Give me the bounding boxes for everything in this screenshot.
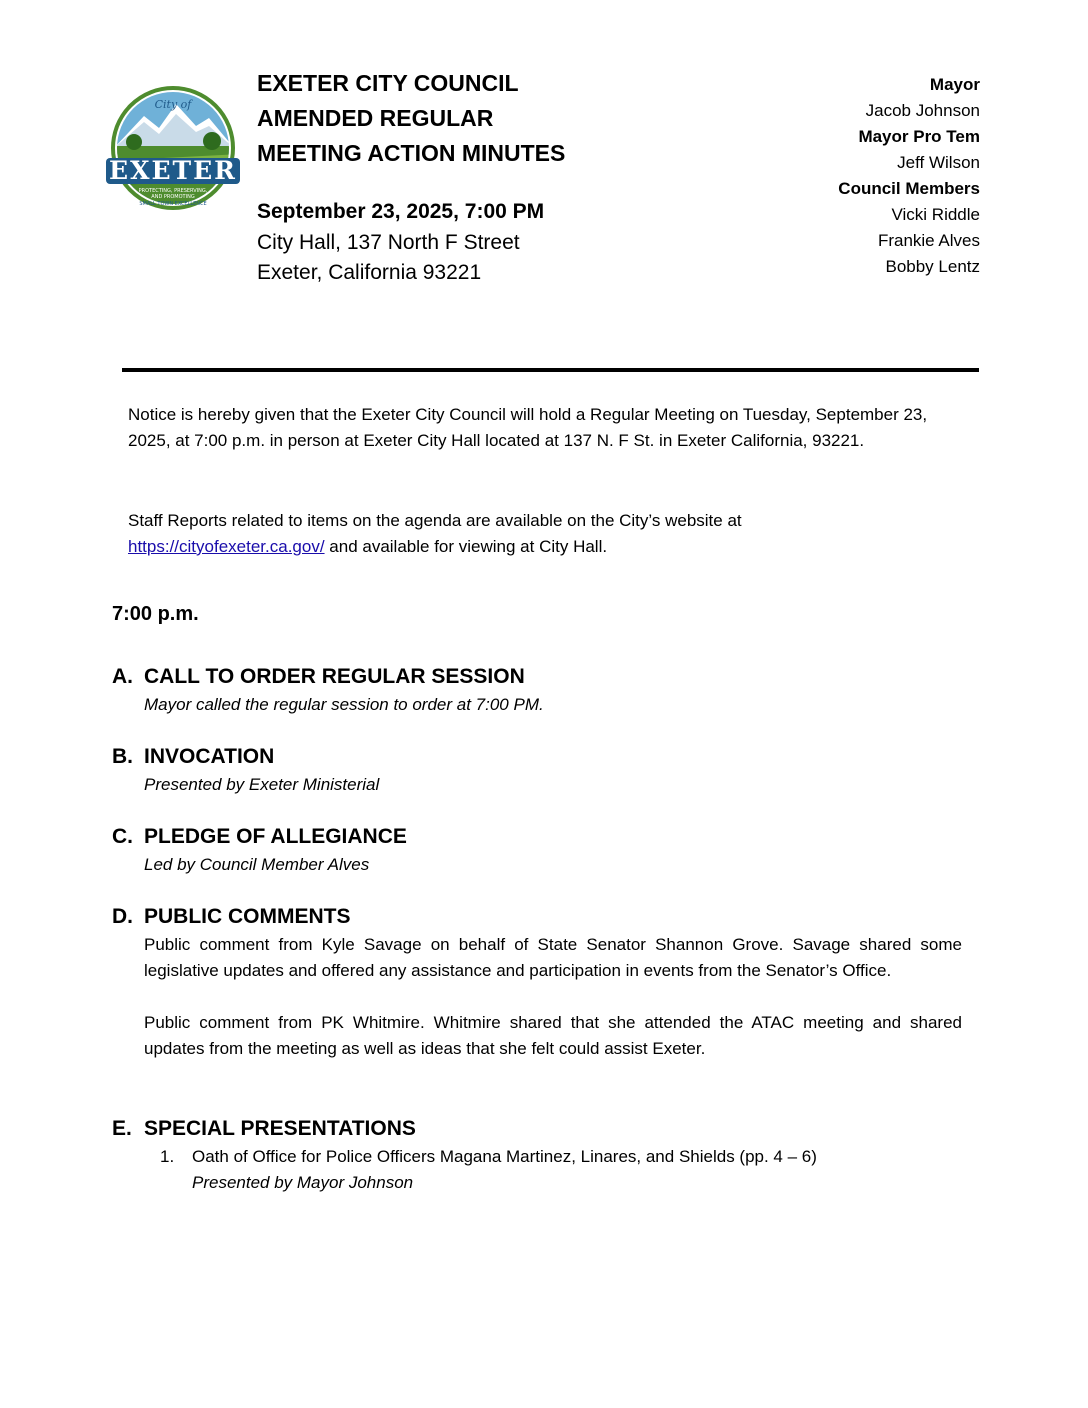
section-letter: B. (112, 745, 133, 768)
list-item (144, 1144, 962, 1196)
section-letter: A. (112, 665, 133, 688)
city-website-link[interactable]: https://cityofexeter.ca.gov/ (128, 537, 325, 556)
logo-name: EXETER (109, 156, 237, 185)
section-title: SPECIAL PRESENTATIONS (144, 1117, 416, 1140)
section-title: CALL TO ORDER REGULAR SESSION (144, 665, 525, 688)
section-body: Presented by Exeter Ministerial (144, 775, 380, 794)
council-members-label: Council Members (838, 179, 980, 198)
list-item-presenter: Presented by Mayor Johnson (192, 1173, 414, 1192)
meeting-date-time: September 23, 2025, 7:00 PM (257, 200, 545, 223)
meeting-location-line-1: City Hall, 137 North F Street (257, 231, 520, 254)
logo-tagline-1: PROTECTING, PRESERVING, (138, 188, 208, 194)
logo-top-text: City of (154, 98, 192, 111)
council-member: Vicki Riddle (891, 205, 980, 224)
section-letter: D. (112, 905, 133, 928)
session-time-heading: 7:00 p.m. (112, 603, 199, 625)
document-title (257, 66, 677, 171)
logo-tagline-2: AND PROMOTING (151, 194, 195, 200)
exeter-city-logo (104, 86, 242, 216)
staff-reports-paragraph (128, 508, 958, 560)
title-line-3: MEETING ACTION MINUTES (257, 140, 566, 166)
mayor-label: Mayor (929, 75, 980, 94)
section-pledge (112, 822, 962, 878)
title-line-2: AMENDED REGULAR (257, 105, 494, 131)
staff-reports-text: Staff Reports related to items on the agenda are available on the City’s website at (128, 511, 742, 530)
section-body: Led by Council Member Alves (144, 855, 370, 874)
section-invocation (112, 742, 962, 798)
mayor-pro-tem-label: Mayor Pro Tem (858, 127, 980, 146)
section-special-presentations (112, 1114, 962, 1196)
section-title: PUBLIC COMMENTS (144, 905, 351, 928)
section-call-to-order (112, 662, 962, 718)
section-public-comments (112, 902, 962, 1062)
section-letter: E. (112, 1117, 132, 1140)
list-item-number: 1. (160, 1147, 175, 1166)
header-divider (122, 368, 979, 372)
section-title: INVOCATION (144, 745, 275, 768)
council-roster (838, 72, 980, 280)
meeting-location-line-2: Exeter, California 93221 (257, 261, 482, 284)
council-member: Frankie Alves (877, 231, 980, 250)
mayor-name: Jacob Johnson (865, 101, 980, 120)
notice-paragraph: Notice is hereby given that the Exeter City Council will hold a Regular Meeting on Tuesday, September 23, 2025, at 7:00 p.m. in person at Exeter City Hall located at 137 N. F St. in Exeter California, 93221. (128, 405, 928, 450)
list-item-title: Oath of Office for Police Officers Magana Martinez, Linares, and Shields (pp. 4 – 6) (192, 1147, 817, 1166)
logo-tagline-3: SMALL TOWN EXCELLENCE (139, 201, 207, 207)
public-comment-1: Public comment from Kyle Savage on behalf of State Senator Shannon Grove. Savage shared some legislative updates and offered any assistance and participation in events from the Senator’s Office. (144, 935, 962, 980)
council-member: Bobby Lentz (885, 257, 980, 276)
section-title: PLEDGE OF ALLEGIANCE (144, 825, 407, 848)
section-body: Mayor called the regular session to order at 7:00 PM. (144, 695, 544, 714)
public-comment-2: Public comment from PK Whitmire. Whitmire shared that she attended the ATAC meeting and shared updates from the meeting as well as ideas that she felt could assist Exeter. (144, 1013, 962, 1058)
title-line-1: EXETER CITY COUNCIL (257, 70, 519, 96)
mayor-pro-tem-name: Jeff Wilson (897, 153, 980, 172)
section-letter: C. (112, 825, 133, 848)
staff-reports-text-after: and available for viewing at City Hall. (329, 537, 608, 556)
